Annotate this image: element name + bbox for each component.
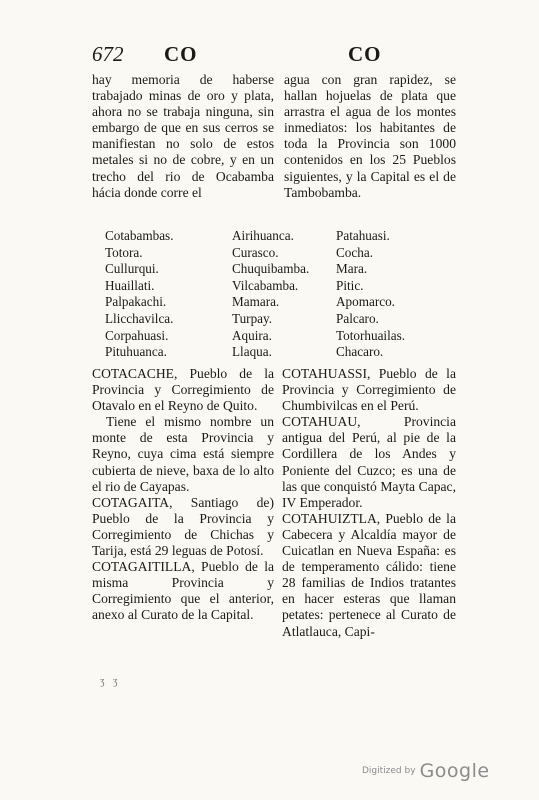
list-item xyxy=(92,261,464,278)
list-item xyxy=(92,328,464,345)
pueblo-name: Cullurqui. xyxy=(105,261,159,277)
pueblos-list xyxy=(92,228,464,361)
entry-cotahuiztla: COTAHUIZTLA, Pueblo de la Cabecera y Alcaldía mayor de Cuicatlan en Nueva España: es de temperamento cálido: tiene 28 familias de Indios tratantes en hacer esteras que llaman petates: pertenece al Curato de Atlatlauca, Capi- xyxy=(282,510,456,639)
watermark-prefix: Digitized by xyxy=(362,766,416,776)
column-top-right xyxy=(284,72,456,201)
pueblo-name: Totorhuailas. xyxy=(336,327,406,343)
pueblo-name: Curasco. xyxy=(232,244,279,260)
header-word-left: CO xyxy=(164,42,198,66)
list-item xyxy=(92,311,464,328)
pueblo-name: Patahuasi. xyxy=(336,228,390,243)
list-item xyxy=(92,278,464,295)
pueblo-name: Pituhuanca. xyxy=(105,344,167,360)
paragraph: agua con gran rapidez, se hallan hojuelas de plata que arrastra el agua de los montes inmediatos: los habitantes de toda la Provincia son 1000 contenidos en los 25 Pueblos siguientes, y la Capital es el de Tambobamba. xyxy=(284,72,456,200)
pueblo-name: Pitic. xyxy=(336,277,364,293)
entry-cotagaita: COTAGAITA, Santiago de) Pueblo de la Provincia y Corregimiento de Chichas y Tarija, está 29 leguas de Potosí. xyxy=(92,494,274,559)
pueblo-name: Mara. xyxy=(336,261,368,277)
pueblo-name: Turpay. xyxy=(232,310,273,326)
entry-cotahuassi: COTAHUASSI, Pueblo de la Provincia y Corregimiento de Chumbivilcas en el Perú. xyxy=(282,366,456,414)
pueblo-name: Cocha. xyxy=(336,244,373,260)
pueblo-name: Aquira. xyxy=(232,327,272,343)
list-item xyxy=(92,344,464,361)
printer-signature: ʒ ʒ xyxy=(100,676,121,687)
pueblo-name: Mamara. xyxy=(232,294,280,310)
pueblo-name: Totora. xyxy=(105,244,143,260)
pueblo-name: Llaqua. xyxy=(232,344,272,360)
list-item xyxy=(92,245,464,262)
column-top-left xyxy=(92,72,274,201)
entry-cotahuau: COTAHUAU, Provincia antigua del Perú, al pie de la Cordillera de los Andes y Poniente del Cuzco; es una de las que conquistó Mayta Capac, IV Emperador. xyxy=(282,414,456,510)
column-bottom-right xyxy=(282,366,456,640)
page-number: 672 xyxy=(92,42,124,66)
pueblo-name: Corpahuasi. xyxy=(105,327,169,343)
pueblo-name: Chacaro. xyxy=(336,344,384,360)
header-word-right: CO xyxy=(348,42,382,66)
pueblo-name: Airihuanca. xyxy=(232,228,294,243)
paragraph: Tiene el mismo nombre un monte de esta Provincia y Reyno, cuya cima está siempre cubierta de nieve, baxa de lo alto el rio de Cayapas. xyxy=(92,414,274,494)
pueblo-name: Llicchavilca. xyxy=(105,310,174,326)
pueblo-name: Cotabambas. xyxy=(105,228,174,243)
pueblo-name: Huaillati. xyxy=(105,277,155,293)
list-item xyxy=(92,228,464,245)
google-watermark xyxy=(362,760,490,782)
pueblo-name: Vilcabamba. xyxy=(232,277,299,293)
list-item xyxy=(92,294,464,311)
pueblo-name: Chuquibamba. xyxy=(232,261,310,277)
running-header xyxy=(92,42,464,68)
google-logo: Google xyxy=(419,760,490,782)
paragraph: hay memoria de haberse trabajado minas de oro y plata, ahora no se trabaja ninguna, sin embargo de que en sus cerros se manifiestan no solo de estos metales si no de cobre, y en un trecho del rio de Ocabamba hácia donde corre el xyxy=(92,72,274,200)
pueblo-name: Apomarco. xyxy=(336,294,395,310)
pueblo-name: Palcaro. xyxy=(336,310,379,326)
column-bottom-left xyxy=(92,366,274,624)
pueblo-name: Palpakachi. xyxy=(105,294,167,310)
entry-cotagaitilla: COTAGAITILLA, Pueblo de la misma Provincia y Corregimiento que el anterior, anexo al Curato de la Capital. xyxy=(92,559,274,623)
entry-cotacache: COTACACHE, Pueblo de la Provincia y Corregimiento de Otavalo en el Reyno de Quito. xyxy=(92,366,274,414)
